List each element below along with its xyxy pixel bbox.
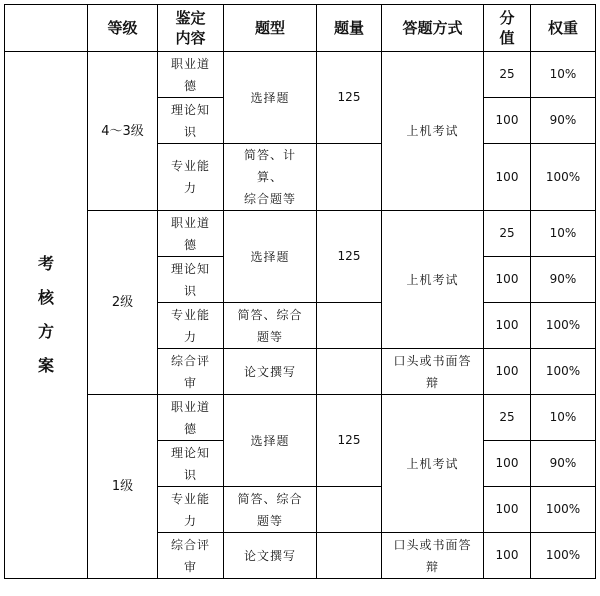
score-cell: 100: [484, 533, 531, 579]
weight-cell: 90%: [531, 98, 596, 144]
header-blank: [5, 5, 88, 52]
qtype-cell: 论文撰写: [224, 349, 317, 395]
content-cell: 综合评 审: [158, 533, 224, 579]
score-cell: 100: [484, 487, 531, 533]
header-weight: 权重: [531, 5, 596, 52]
score-cell: 25: [484, 395, 531, 441]
score-cell: 25: [484, 52, 531, 98]
qtype-cell: 选择题: [224, 211, 317, 303]
content-cell: 理论知 识: [158, 257, 224, 303]
content-cell: 职业道 德: [158, 395, 224, 441]
method-cell: 口头或书面答 辩: [382, 349, 484, 395]
score-cell: 100: [484, 144, 531, 211]
qtype-cell: 简答、综合 题等: [224, 487, 317, 533]
header-row: [5, 5, 596, 52]
weight-cell: 90%: [531, 441, 596, 487]
grade-cell: 2级: [88, 211, 158, 395]
qcount-cell: [317, 533, 382, 579]
table-row: [5, 211, 596, 257]
method-cell: 上机考试: [382, 395, 484, 533]
weight-cell: 100%: [531, 533, 596, 579]
content-cell: 职业道 德: [158, 211, 224, 257]
header-grade: 等级: [88, 5, 158, 52]
content-cell: 理论知 识: [158, 441, 224, 487]
score-cell: 100: [484, 441, 531, 487]
qcount-cell: [317, 349, 382, 395]
assessment-table: [4, 4, 596, 579]
header-qcount: 题量: [317, 5, 382, 52]
content-cell: 理论知 识: [158, 98, 224, 144]
weight-cell: 10%: [531, 211, 596, 257]
weight-cell: 10%: [531, 395, 596, 441]
qtype-cell: 简答、计 算、 综合题等: [224, 144, 317, 211]
table-body: [5, 5, 596, 579]
content-cell: 专业能 力: [158, 487, 224, 533]
score-cell: 100: [484, 349, 531, 395]
method-cell: 上机考试: [382, 52, 484, 211]
side-label-char: 考: [37, 254, 54, 273]
grade-cell: 1级: [88, 395, 158, 579]
table-row: [5, 52, 596, 98]
qcount-cell: 125: [317, 52, 382, 144]
weight-cell: 100%: [531, 349, 596, 395]
qcount-cell: [317, 144, 382, 211]
qtype-cell: 简答、综合 题等: [224, 303, 317, 349]
header-method: 答题方式: [382, 5, 484, 52]
grade-cell: 4～3级: [88, 52, 158, 211]
method-cell: 上机考试: [382, 211, 484, 349]
header-content: 鉴定 内容: [158, 5, 224, 52]
qcount-cell: [317, 487, 382, 533]
score-cell: 100: [484, 98, 531, 144]
header-score: 分 值: [484, 5, 531, 52]
score-cell: 100: [484, 257, 531, 303]
qtype-cell: 选择题: [224, 52, 317, 144]
content-cell: 专业能 力: [158, 303, 224, 349]
score-cell: 25: [484, 211, 531, 257]
content-cell: 综合评 审: [158, 349, 224, 395]
header-qtype: 题型: [224, 5, 317, 52]
weight-cell: 100%: [531, 303, 596, 349]
side-label-char: 方: [37, 322, 54, 341]
qcount-cell: 125: [317, 395, 382, 487]
content-cell: 专业能 力: [158, 144, 224, 211]
qtype-cell: 选择题: [224, 395, 317, 487]
weight-cell: 100%: [531, 487, 596, 533]
score-cell: 100: [484, 303, 531, 349]
qcount-cell: [317, 303, 382, 349]
table-row: [5, 395, 596, 441]
weight-cell: 10%: [531, 52, 596, 98]
weight-cell: 90%: [531, 257, 596, 303]
qtype-cell: 论文撰写: [224, 533, 317, 579]
side-label-char: 核: [37, 288, 54, 307]
side-label: [5, 52, 88, 579]
side-label-char: 案: [37, 356, 54, 375]
content-cell: 职业道 德: [158, 52, 224, 98]
weight-cell: 100%: [531, 144, 596, 211]
qcount-cell: 125: [317, 211, 382, 303]
method-cell: 口头或书面答 辩: [382, 533, 484, 579]
